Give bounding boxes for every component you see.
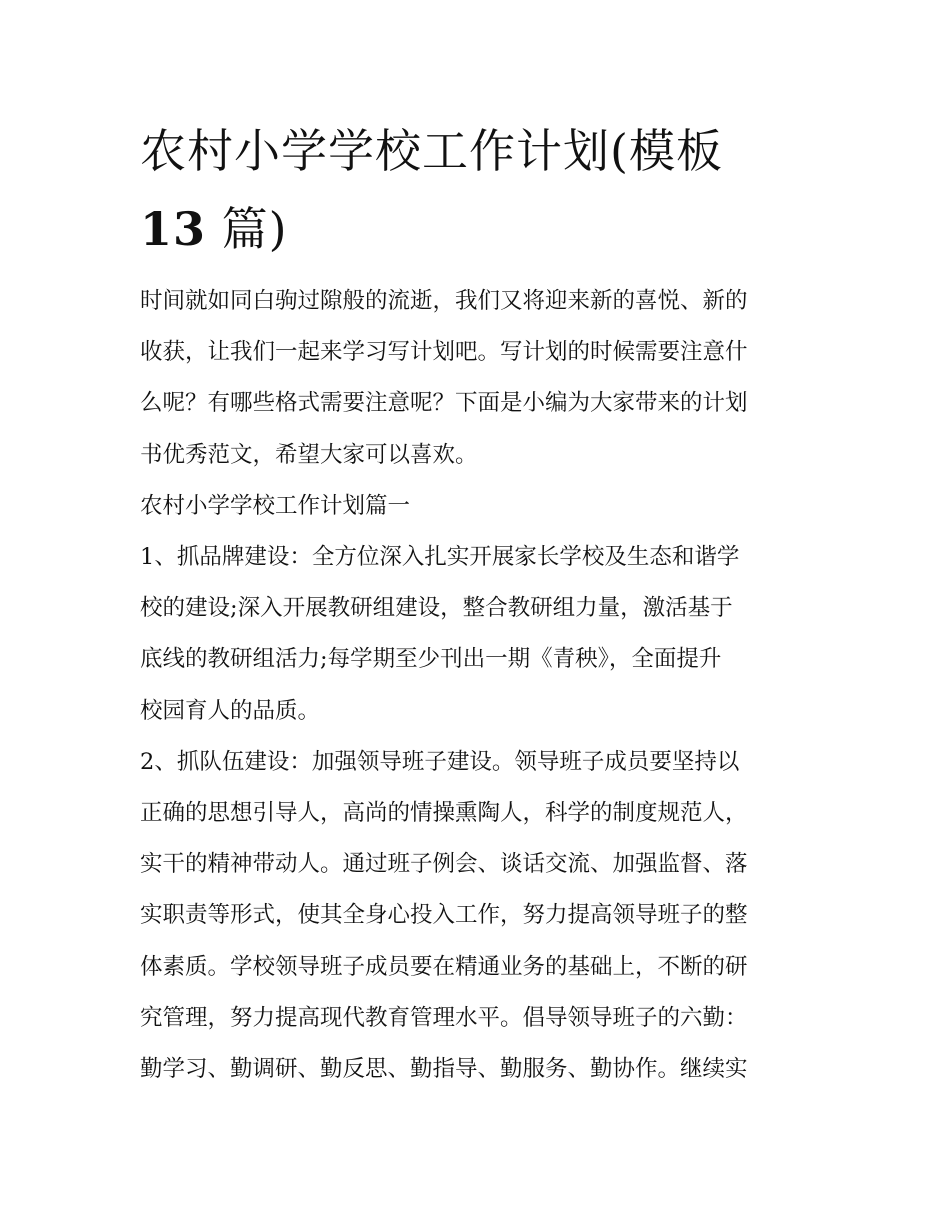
title-line-2 (140, 190, 820, 268)
text-line: 收获，让我们一起来学习写计划吧。写计划的时候需要注意什 (140, 339, 748, 366)
text-line: 2、抓队伍建设：加强领导班子建设。领导班子成员要坚持以 (140, 748, 740, 775)
text-line: 究管理，努力提高现代教育管理水平。倡导领导班子的六勤： (140, 1004, 748, 1031)
title-number: 13 (140, 202, 207, 256)
text-line: 正确的思想引导人，高尚的情操熏陶人，科学的制度规范人， (140, 800, 748, 827)
text-line: 校的建设;深入开展教研组建设，整合教研组力量，激活基于 (140, 595, 733, 622)
title-suffix: 篇) (221, 202, 288, 256)
text-line: 体素质。学校领导班子成员要在精通业务的基础上，不断的研 (140, 953, 748, 980)
text-line: 勤学习、勤调研、勤反思、勤指导、勤服务、勤协作。继续实 (140, 1056, 748, 1083)
text-line: 实干的精神带动人。通过班子例会、谈话交流、加强监督、落 (140, 851, 748, 878)
title-line-1: 农村小学学校工作计划(模板 (140, 124, 723, 178)
section-heading (140, 481, 830, 532)
text-line: 么呢？有哪些格式需要注意呢？下面是小编为大家带来的计划 (140, 390, 748, 417)
document-title (140, 112, 820, 268)
text-line: 时间就如同白驹过隙般的流逝，我们又将迎来新的喜悦、新的 (140, 288, 748, 314)
item-1-paragraph (140, 532, 830, 737)
text-line: 书优秀范文，希望大家可以喜欢。 (140, 441, 478, 468)
document-body (140, 276, 830, 1095)
text-line: 实职责等形式，使其全身心投入工作，努力提高领导班子的整 (140, 902, 748, 929)
text-line: 1、抓品牌建设：全方位深入扎实开展家长学校及生态和谐学 (140, 544, 740, 571)
text-line: 底线的教研组活力;每学期至少刊出一期《青秧》，全面提升 (140, 646, 722, 673)
item-2-paragraph (140, 737, 830, 1095)
intro-paragraph (140, 276, 830, 481)
text-line: 校园育人的品质。 (140, 697, 321, 724)
text-line: 农村小学学校工作计划篇一 (140, 492, 411, 519)
